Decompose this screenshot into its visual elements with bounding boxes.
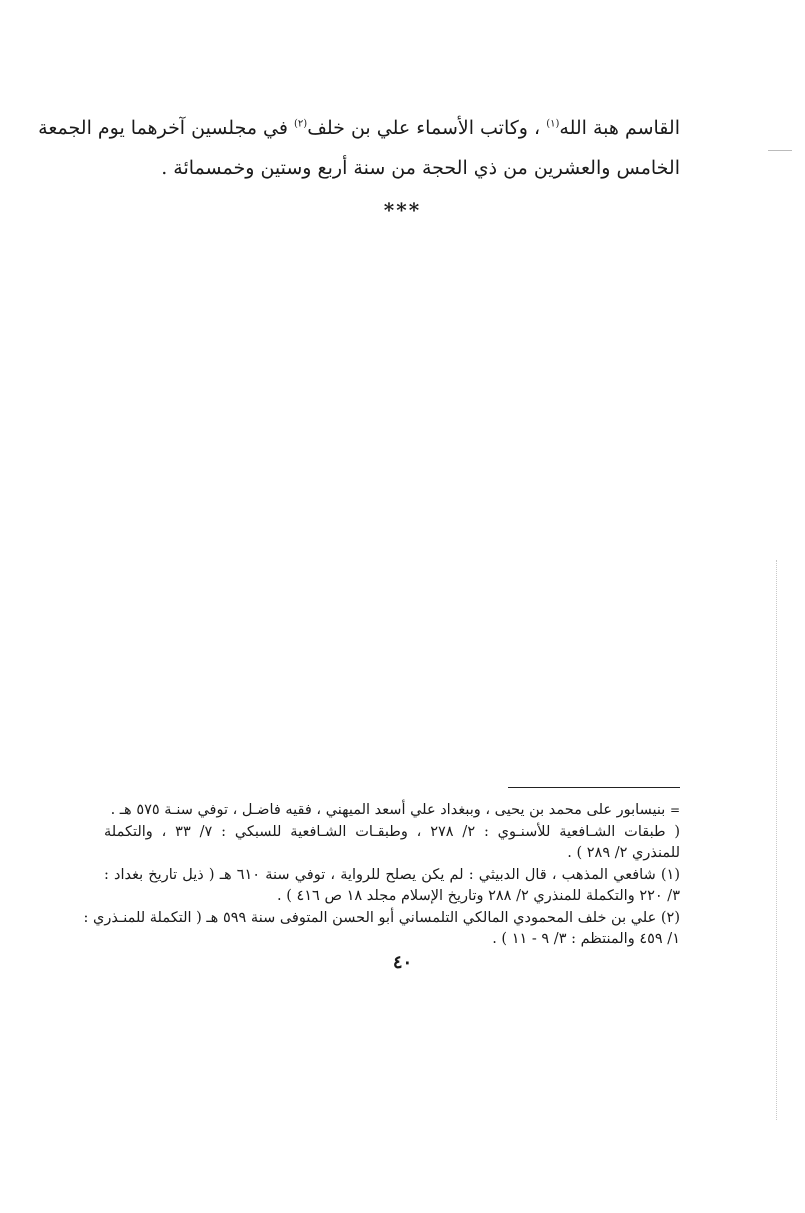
footnote-1-line: ٣/ ٢٢٠ والتكملة للمنذري ٢/ ٢٨٨ وتاريخ الإسلام مجلد ١٨ ص ٤١٦ ) . — [277, 888, 680, 904]
main-text-line-1 — [38, 108, 680, 148]
section-separator: *** — [383, 198, 422, 222]
footnote-text: بنيسابور على محمد بن يحيى ، وببغداد علي أسعد الميهني ، فقيه فاضـل ، توفي سنـة ٥٧٥ هـ . — [110, 802, 666, 818]
page-number: ٤٠ — [392, 952, 413, 973]
main-text — [38, 108, 680, 188]
footnote-continuation-line: للمنذري ٢/ ٢٨٩ ) . — [567, 845, 680, 861]
scan-margin-line — [776, 560, 778, 1120]
continuation-mark: = — [669, 803, 680, 817]
scan-edge-mark — [768, 150, 792, 151]
footnote-continuation-line — [104, 800, 680, 822]
footnote-ref-1[interactable]: (١) — [546, 118, 560, 130]
main-text-segment: في مجلسين آخرهما يوم الجمعة — [38, 117, 288, 139]
main-text-line-2: الخامس والعشرين من ذي الحجة من سنة أربع وستين وخمسمائة . — [161, 157, 680, 179]
footnote-2-line: (٢) علي بن خلف المحمودي المالكي التلمساني أبو الحسن المتوفى سنة ٥٩٩ هـ ( التكملة للمنـذري : — [83, 909, 680, 926]
footnotes — [83, 800, 680, 951]
footnote-1-line: (١) شافعي المذهب ، قال الدبيثي : لم يكن يصلح للرواية ، توفي سنة ٦١٠ هـ ( ذيل تاريخ بغداد : — [104, 866, 680, 883]
main-text-segment: ، وكاتب الأسماء علي بن خلف — [307, 117, 541, 139]
footnote-2-line: ١/ ٤٥٩ والمنتظم : ٣/ ٩ - ١١ ) . — [492, 931, 680, 947]
main-text-segment: القاسم هبة الله — [559, 117, 680, 139]
footnote-continuation-line: ( طبقات الشـافعية للأسنـوي : ٢/ ٢٧٨ ، وطبقـات الشـافعية للسبكي : ٧/ ٣٣ ، والتكملة — [104, 823, 680, 840]
footnote-divider — [508, 787, 680, 788]
footnote-ref-2[interactable]: (٢) — [294, 118, 308, 130]
